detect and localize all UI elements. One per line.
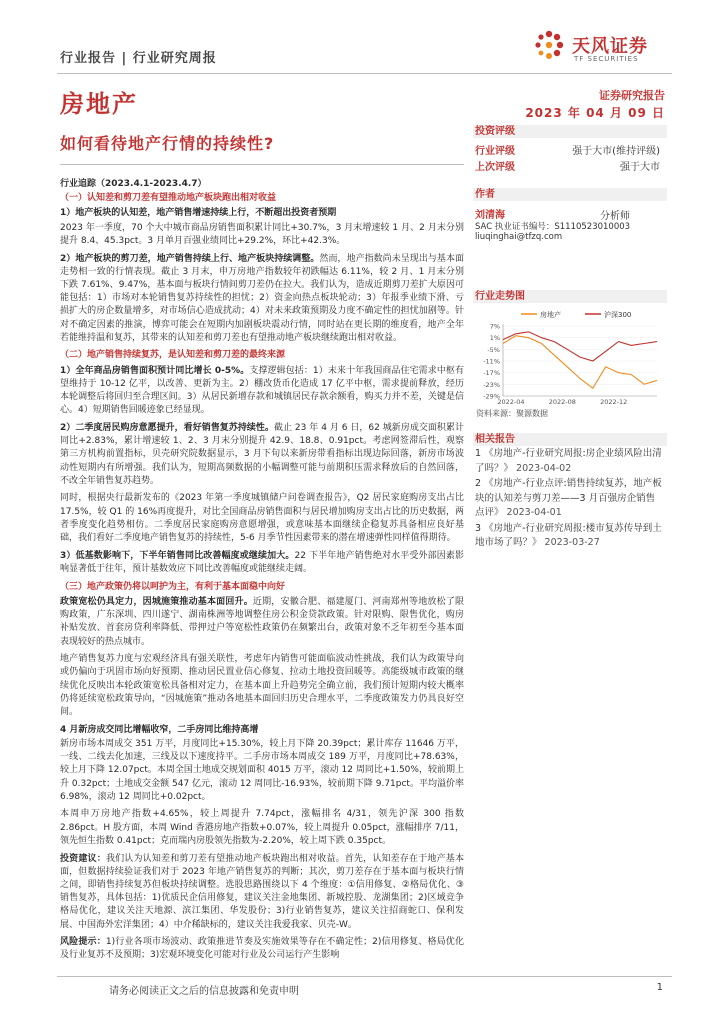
- investment-advice: [60, 853, 464, 932]
- lead: 3）低基数影响下，下半年销售同比改善幅度或继续加大。: [60, 550, 295, 561]
- logo-name: 天风证券: [572, 36, 648, 57]
- prev-rating-value: 强于大市: [620, 162, 660, 173]
- lead: 2）地产板块的剪刀差，地产销售持续上行、地产板块持续调整。: [60, 253, 320, 264]
- report-title: 如何看待地产行情的持续性?: [60, 134, 275, 153]
- section-heading-3: （三）地产政策仍将以呵护为主，有利于基本面稳中向好: [60, 581, 286, 592]
- lead: 1）全年商品房销售面积预计同比增长 0-5%。: [60, 365, 250, 376]
- header-divider: [57, 73, 672, 74]
- company-logo: [532, 22, 667, 72]
- paragraph: 新房市场本周成交 351 万平，月度同比+15.30%，较上月下降 20.39pct；累计库存 11646 万平，一线、二线去化加速，三线及以下速度持平。二手房市场本周成交 189 万平，月度同比+78.63%，较上月下降 12.07pct。本周全国土地成交规划面积 4015 万平，滚动 12 周同比+1.50%，较前期上升 0.32pct；土地成交金额 547 亿元，滚动 12 周同比-16.93%，较前期下降 9.71pct。平均溢价率 6.98%，滚动 12 周同比+0.02pct。: [60, 738, 464, 802]
- report-date: 2023 年 04 月 09 日: [525, 106, 665, 120]
- related-date: 2023-04-02: [516, 462, 572, 474]
- text: 截止 23 年 4 月 6 日，62 城新房成交面积累计同比+2.83%，累计增速较 1、2、3 月末分别提升 42.9、18.8、0.91pct。考虑网签滞后性，观察第三方机构前置指标，贝壳研究院数据显示，3 月下旬以来新房带看指标出现边际回落，新房市场波动性短期内有所增强。我们认为，短期高频数据的小幅调整可能与前期积压需求释放后的自然回落，不改全年销售复苏趋势。: [60, 422, 464, 486]
- y-tick-label: 7%: [489, 322, 500, 331]
- section-heading-4: 4 月新房成交同比增幅收窄，二手房同比维持高增: [60, 724, 259, 735]
- related-title[interactable]: 1 《房地产-行业研究周报:房企业绩风险出清了吗？》: [475, 448, 662, 474]
- text: 然而，地产指数尚未呈现出与基本面走势相一致的行情表现。截止 3 月末，申万房地产指数较年初跌幅达 6.11%，较 2 月、1 月末分别下跌 7.61%、9.47%，基本面与板块行情间剪刀差仍在拉大。我们认为，造成近期剪刀差扩大原因可能包括：1）市场对本轮销售复苏持续性的担忧；2）资金向热点板块轮动；3）年报季业绩下滑、亏损扩大的房企数量增多，对市场信心造成扰动；4）对未来政策预期及力度不确定性的担忧加剧等。针对不确定因素的推演，博弈可能会在短期内加剧板块震动行情，同时站在更长期的维度看，地产全年若能维持温和复苏，其带来的认知差和剪刀差也有望推动地产板块继续跑出相对收益。: [60, 253, 464, 343]
- legend-label: 房地产: [540, 311, 561, 319]
- logo-icon: [532, 28, 566, 62]
- footer-divider: [57, 976, 672, 977]
- lead: 投资建议：: [60, 853, 106, 864]
- analyst-cert: SAC 执业证书编号：S1110523010003: [475, 222, 631, 232]
- related-title[interactable]: 2 《房地产-行业点评:销售持续复苏，地产板块的认知差与剪刀差——3 月百强房企销售点评》: [475, 478, 662, 518]
- prev-rating-label: 上次评级: [475, 162, 515, 173]
- lead: 2）二季度居民购房意愿提升，看好销售复苏持续性。: [60, 422, 274, 433]
- section-heading-2: （二）地产销售持续复苏，是认知差和剪刀差的最终来源: [60, 350, 286, 361]
- related-date: 2023-04-01: [506, 507, 562, 518]
- related-report-1[interactable]: [475, 447, 663, 476]
- lead: 风险提示：: [60, 937, 106, 948]
- text: 支撑逻辑包括：1）末来十年我国商品住宅需求中枢有望维持于 10-12 亿平，以改善、更新为主。2）棚改货币化造成 17 亿平中枢，需求提前释放，经历本轮调整后将回归至合理区间。3）从居民新增存款和城镇居民存款余额看，购买力并不差，关键是信心。4）短期销售回暖迹象已经显现。: [60, 365, 464, 416]
- section-heading-1: （一）认知差和剪刀差有望推动地产板块跑出相对收益: [60, 193, 277, 204]
- y-tick-label: -5%: [487, 345, 500, 354]
- y-tick-label: 1%: [489, 334, 500, 343]
- title-divider: [60, 164, 464, 165]
- lead: 政策宽松仍具定力，因城施策推动基本面回升。: [60, 596, 253, 607]
- related-report-2[interactable]: [475, 477, 663, 521]
- x-tick-label: 2022-08: [548, 398, 576, 406]
- text: 1)行业各项市场波动、政策推进节奏及实施效果等存在不确定性；2)信用修复、格局优化及行业复苏不及预期；3)宏观环境变化可能对行业及公司运行产生影响: [60, 937, 464, 961]
- footer-disclaimer: 请务必阅读正文之后的信息披露和免责申明: [109, 986, 299, 997]
- legend-label: 沪深300: [604, 311, 632, 319]
- related-reports: [475, 447, 663, 552]
- trend-chart: [473, 306, 665, 406]
- paragraph: 同时，根据央行最新发布的《2023 年第一季度城镇储户问卷调查报告》，Q2 居民家庭购房支出占比 17.5%，较 Q1 的 16%再度提升，对比全国商品房销售面积与居民增加购房支出占比的历史数据，两者季度变化趋势相仿。二季度居民家庭购房意愿增强，或意味基本面继续企稳复苏具备相应良好基础，我们看好二季度地产销售复苏的持续性，5-6 月季节性因素带来的潜在增速弹性同样值得期待。: [60, 493, 464, 544]
- y-tick-label: -23%: [483, 380, 500, 389]
- rating-heading: 投资评级: [473, 125, 667, 138]
- paragraph: [60, 253, 464, 345]
- tracking-period: 行业追踪（2023.4.1-2023.4.7）: [60, 179, 207, 189]
- related-date: 2023-03-27: [544, 537, 600, 548]
- related-report-3[interactable]: [475, 522, 663, 551]
- report-type: 证券研究报告: [599, 89, 665, 102]
- series-line: [503, 332, 657, 361]
- risk-warning: [60, 936, 464, 962]
- paragraph: 本周申万房地产指数+4.65%，较上周提升 7.74pct，涨幅排名 4/31，领先沪深 300 指数 2.86pct。H 股方面，本周 Wind 香港房地产指数+0.07%，较上周提升 0.05pct，涨幅排序 7/11，领先恒生指数 0.41pct；克而瑞内房股领先指数为-2.20%，较上周下跌 0.35pct。: [60, 809, 464, 846]
- text: 我们认为认知差和剪刀差有望推动地产板块跑出相对收益。首先，认知差存在于地产基本面，但数据持续验证我们对于 2023 年地产销售复苏的判断；其次，剪刀差存在于基本面与板块行情之间，即销售持续复苏但板块持续调整。选股思路围绕以下 4 个维度：①信用修复、②格局优化、③销售复苏，具体包括：1)优质民企信用修复，建议关注金地集团、新城控股、龙湖集团；2)区域竞争格局优化，建议关注天地源、滨江集团、华发股份；3)行业销售复苏，建议关注招商蛇口、保利发展、中国海外宏洋集团；4）中介稀缺标的，建议关注我爱我家、贝壳-W。: [60, 853, 464, 930]
- report-category: 行业报告 | 行业研究周报: [60, 51, 217, 66]
- x-tick-label: 2022-04: [497, 398, 525, 406]
- paragraph: [60, 365, 464, 418]
- y-tick-label: -17%: [483, 369, 500, 378]
- paragraph: [60, 422, 464, 488]
- text: 近期，安徽合肥、福建厦门、河南郑州等地放松了限购政策，广东深圳、四川遂宁、湖南株洲等地调整住房公积金贷款政策。针对限购、限售优化，购房补贴发放、首套房贷利率降低、带押过户等宽松性政策仍在频繁出台，政策对象不乏年初至今基本面表现较好的热点城市。: [60, 596, 464, 647]
- related-heading: 相关报告: [473, 433, 667, 446]
- chart-source: 资料来源：聚源数据: [476, 409, 548, 418]
- x-tick-label: 2022-12: [600, 398, 628, 406]
- analyst-email[interactable]: liuqinghai@tfzq.com: [475, 232, 563, 242]
- series-line: [503, 336, 657, 389]
- paragraph: [60, 596, 464, 649]
- main-body: [60, 178, 464, 967]
- logo-english: TF SECURITIES: [574, 55, 639, 63]
- analyst-name: 刘清海: [475, 210, 505, 221]
- y-tick-label: -29%: [483, 392, 500, 401]
- sector-title: 房地产: [60, 90, 138, 118]
- industry-rating-label: 行业评级: [475, 146, 515, 157]
- related-title[interactable]: 3 《房地产-行业研究周报:楼市复苏传导到土地市场了吗？》: [475, 522, 662, 548]
- author-heading: 作者: [473, 188, 667, 201]
- text: 22 下半年地产销售绝对水平受外部因素影响显著低于往年，预计基数效应下同比改善幅度或能继续走阔。: [60, 550, 464, 574]
- paragraph: [60, 550, 464, 576]
- paragraph: 地产销售复苏力度与宏观经济具有强关联性，考虑年内销售可能面临波动性挑战，我们认为政策导向或仍偏向于巩固市场向好预期、推动居民置业信心修复、拉动土地投资回暖等。高能级城市政策的继续优化反映出本轮政策宽松具备相对定力，在基本面上升趋势完全确立前，我们预计短期内较大概率仍将延续宽松政策导向，“因城施策”推动各地基本面回归历史合理水平，二季度政策发力仍具良好空间。: [60, 654, 464, 718]
- industry-rating-value: 强于大市(维持评级): [572, 146, 660, 157]
- y-tick-label: -11%: [483, 357, 500, 366]
- analyst-title: 分析师: [600, 211, 630, 222]
- trend-heading: 行业走势图: [473, 290, 667, 303]
- point-heading: 1）地产板块的认知差，地产销售增速持续上行，不断超出投资者预期: [60, 208, 337, 219]
- page-number: 1: [656, 982, 663, 993]
- paragraph: 2023 年一季度，70 个大中城市商品房销售面积累计同比+30.7%，3 月末增速较 1 月、2 月末分别提升 8.4、45.3pct。3 月单月百强业绩同比+29.2%，环比+42.3%。: [60, 222, 464, 246]
